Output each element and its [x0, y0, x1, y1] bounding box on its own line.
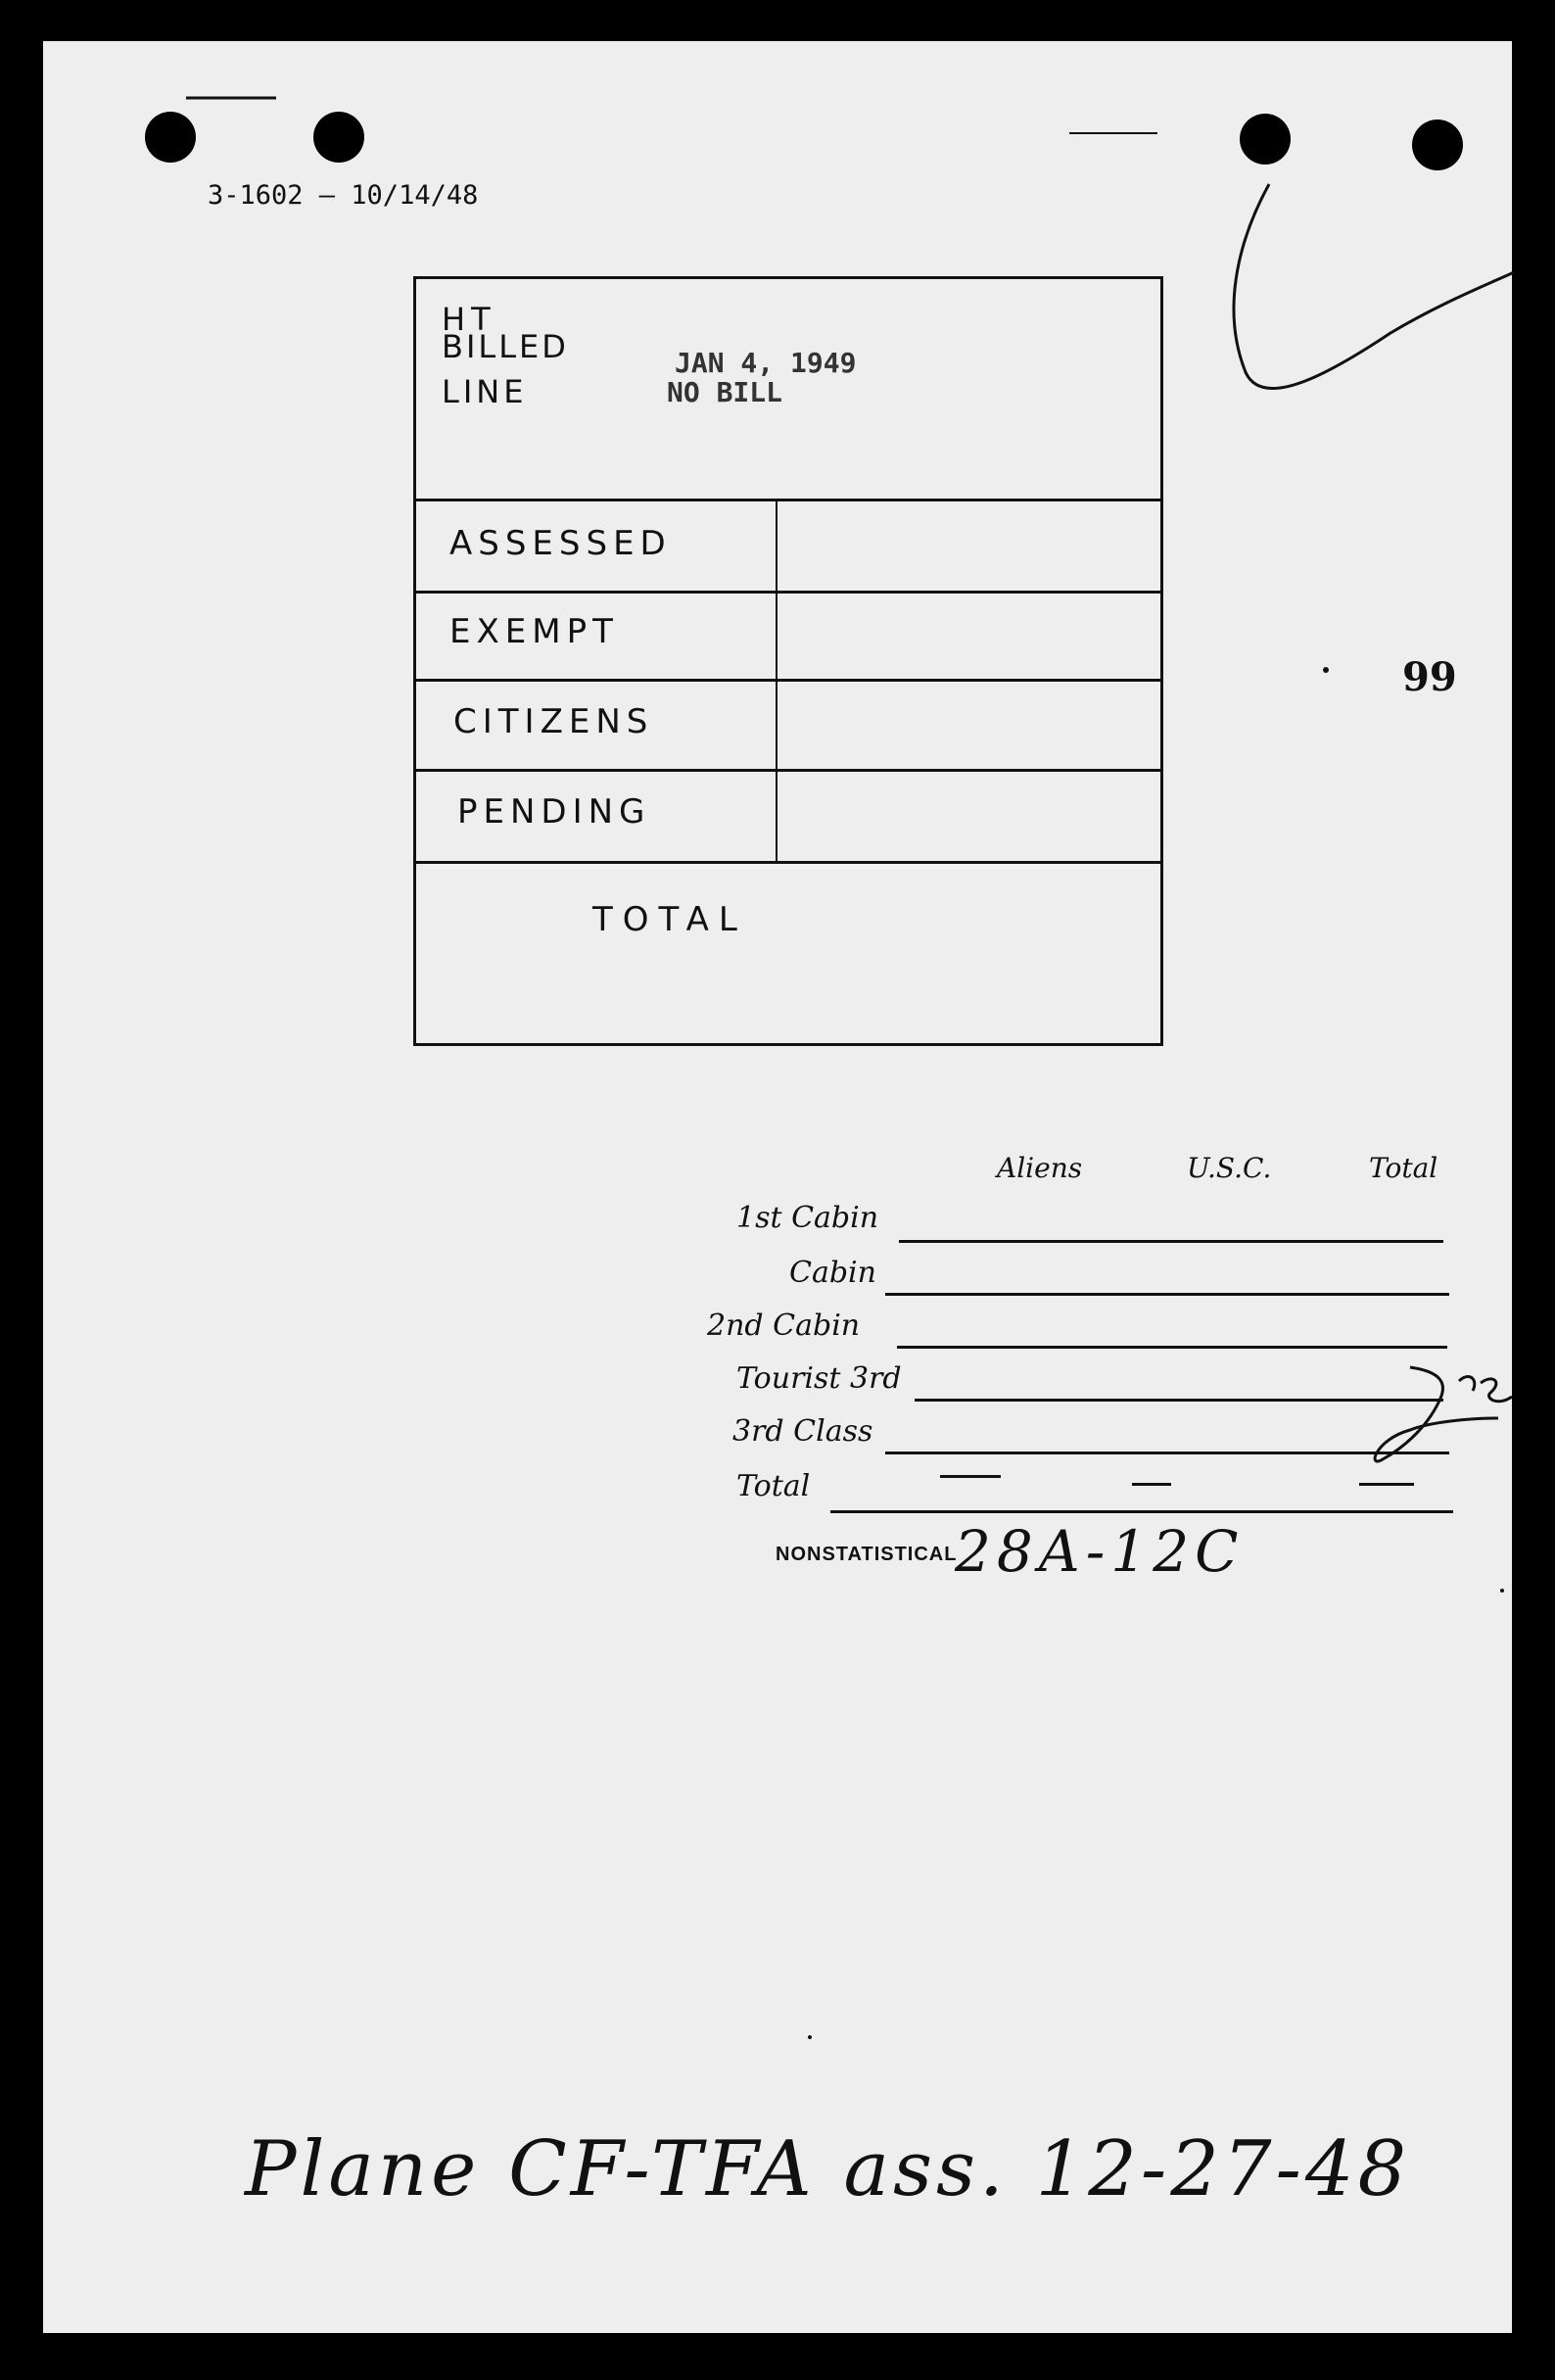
page-number: 99	[1402, 654, 1457, 700]
nonstatistical-stamp: NONSTATISTICAL	[776, 1544, 958, 1565]
class-row-2nd-cabin: 2nd Cabin	[707, 1309, 861, 1343]
box-header-ht: HT	[442, 301, 496, 338]
row-total: TOTAL	[592, 900, 747, 939]
stamp-date: JAN 4, 1949	[675, 347, 857, 379]
stamp-no-bill: NO BILL	[667, 376, 783, 408]
box-header-line: LINE	[442, 373, 528, 410]
ink-speck	[808, 2035, 812, 2039]
class-row-1st-cabin: 1st Cabin	[736, 1201, 879, 1235]
reference-number: 3-1602 — 10/14/48	[208, 180, 479, 211]
column-total: Total	[1369, 1152, 1438, 1184]
row-pending: PENDING	[457, 792, 651, 832]
ink-speck	[1323, 667, 1329, 673]
handwritten-note: Plane CF-TFA ass. 12-27-48	[245, 2125, 1411, 2213]
class-row-cabin: Cabin	[789, 1256, 876, 1290]
row-exempt: EXEMPT	[449, 612, 619, 651]
initials-jas-tail	[1459, 1376, 1512, 1401]
class-row-tourist-3rd: Tourist 3rd	[736, 1361, 902, 1396]
class-row-total: Total	[736, 1469, 811, 1503]
row-citizens: CITIZENS	[453, 702, 654, 741]
nonstatistical-value: 28A-12C	[955, 1518, 1245, 1585]
class-row-3rd-class: 3rd Class	[732, 1414, 873, 1449]
box-header-billed: BILLED	[442, 328, 569, 365]
row-assessed: ASSESSED	[449, 524, 672, 563]
initials-jas	[1375, 1367, 1498, 1461]
check-mark	[1234, 184, 1514, 389]
column-usc: U.S.C.	[1187, 1152, 1272, 1184]
column-aliens: Aliens	[997, 1152, 1083, 1184]
ink-speck	[1500, 1589, 1504, 1593]
